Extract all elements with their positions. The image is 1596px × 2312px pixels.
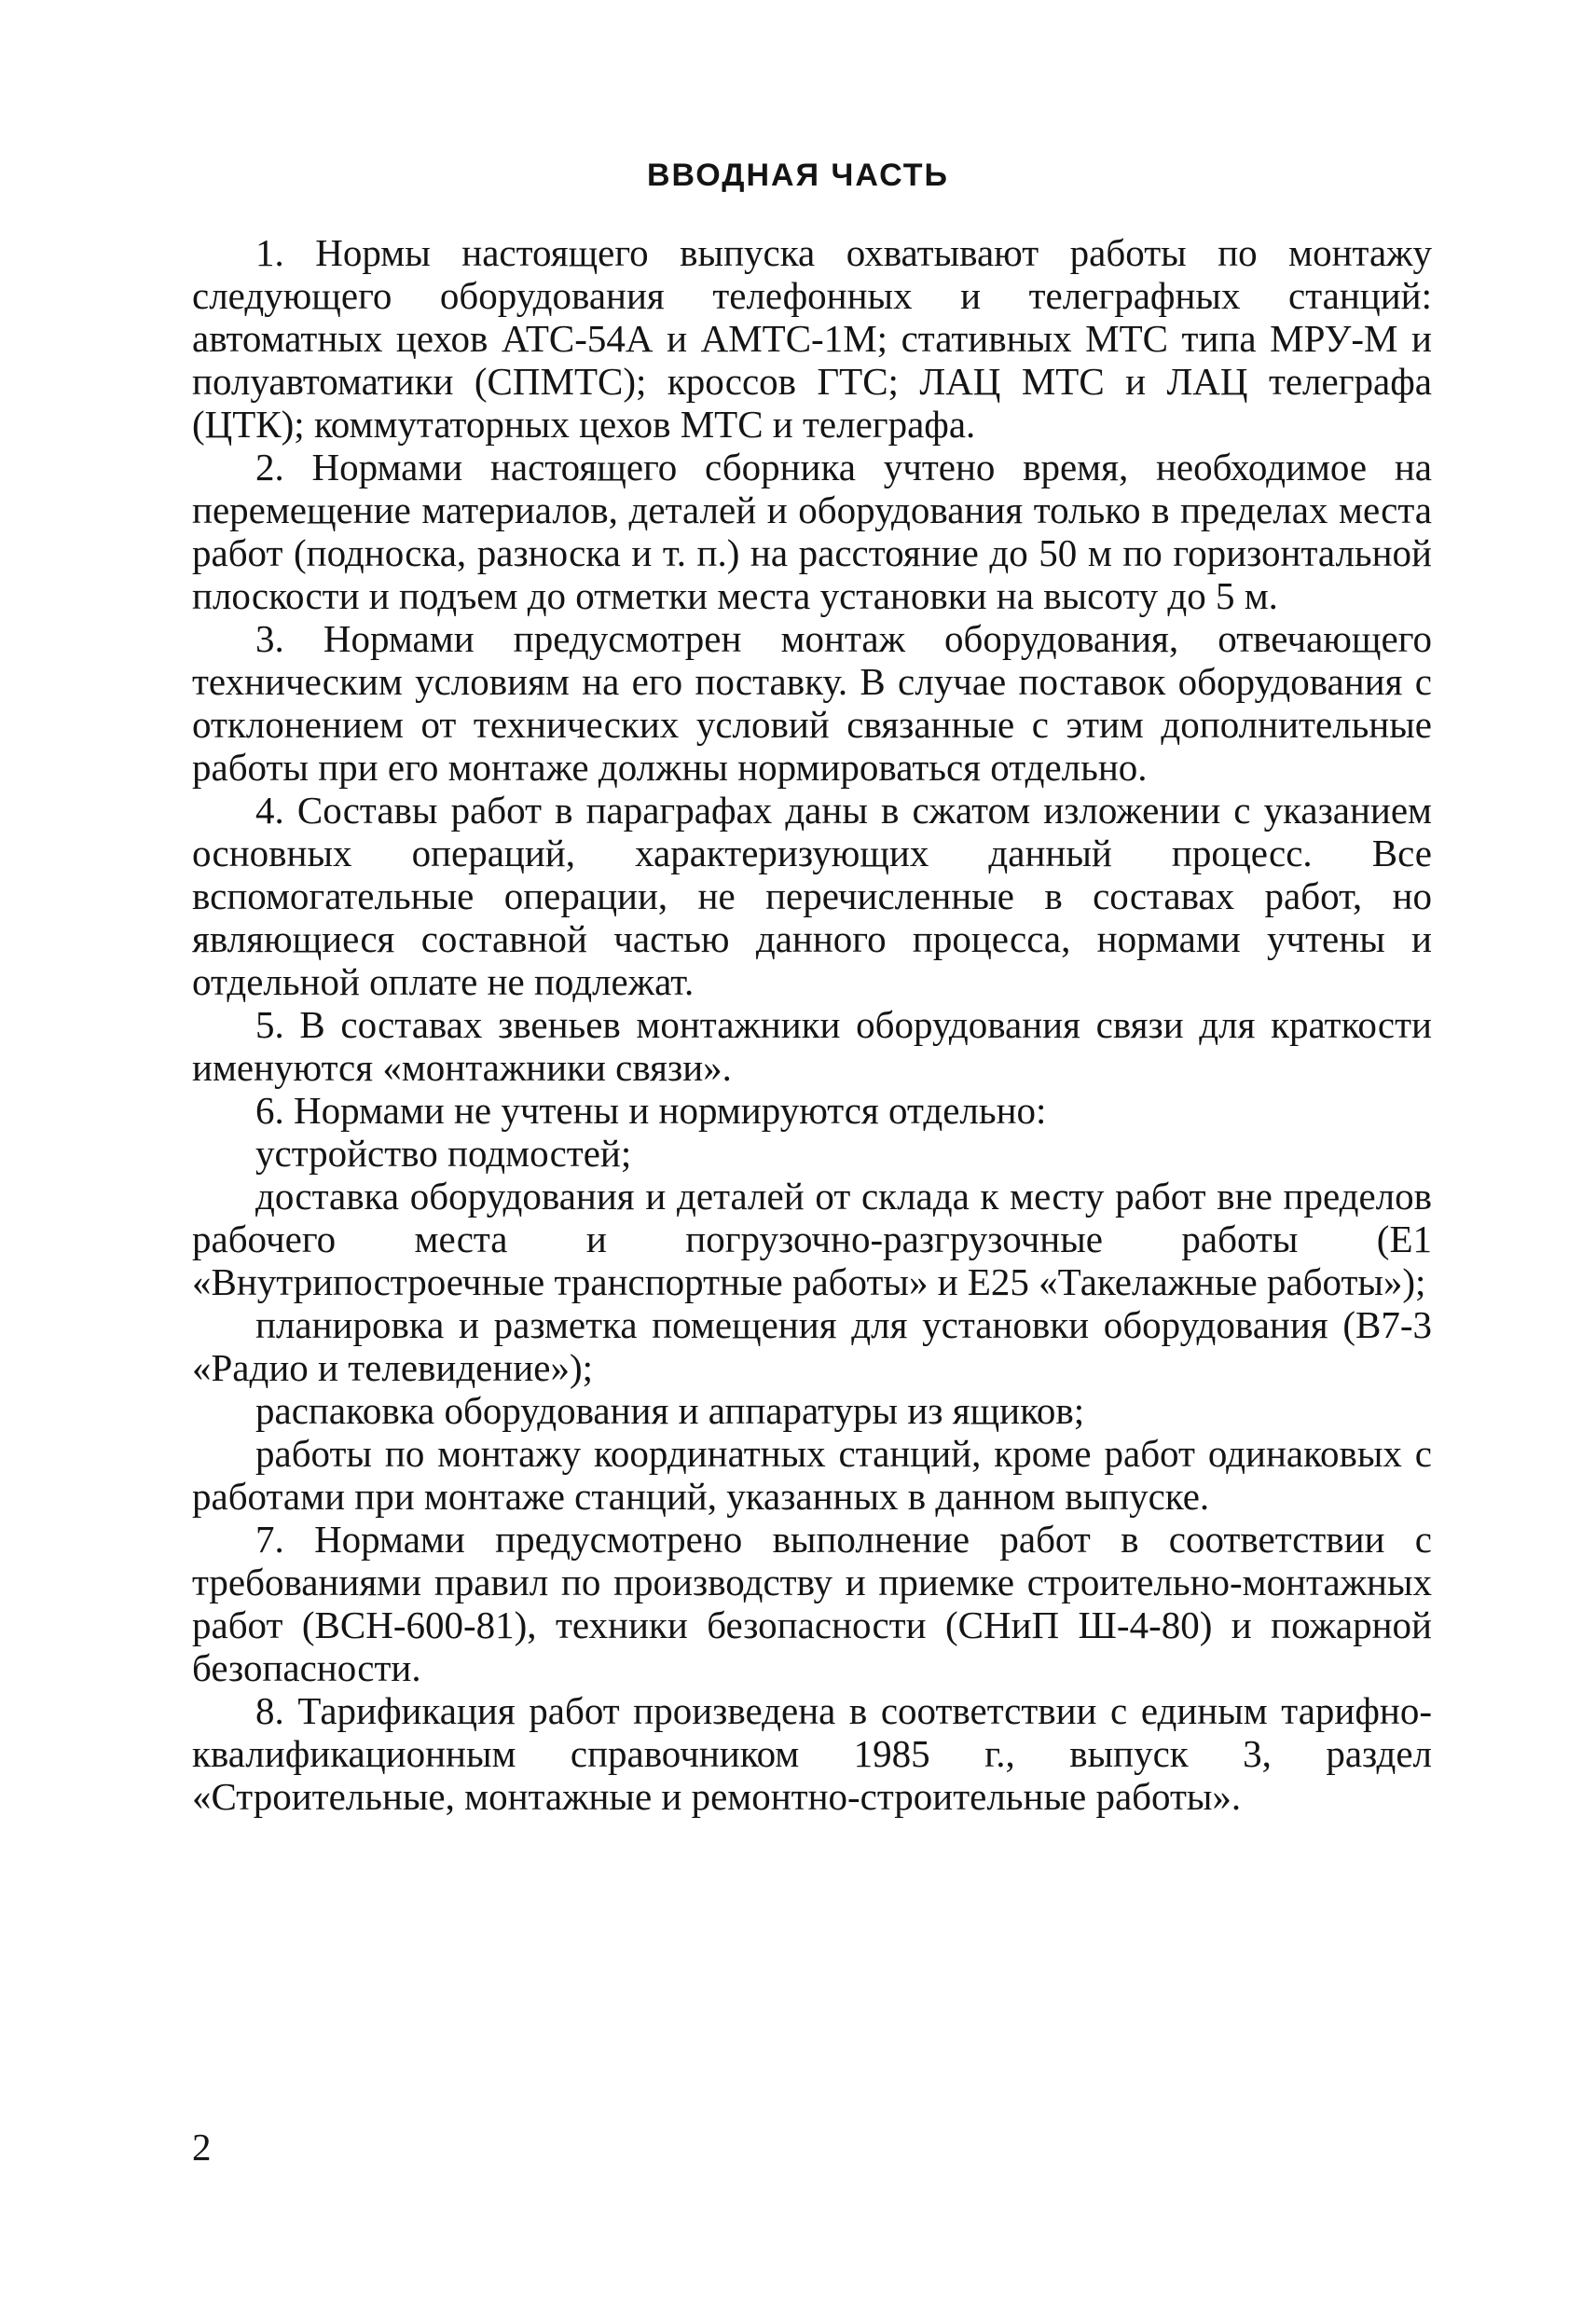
list-item: планировка и разметка помещения для установки оборудования (В7-3 «Радио и телевидение»); bbox=[192, 1303, 1432, 1389]
paragraph-8: 8. Тарификация работ произведена в соответствии с единым тарифно-квалификационным справочником 1985 г., выпуск 3, раздел «Строительные, монтажные и ремонтно-строительные работы». bbox=[192, 1689, 1432, 1818]
section-heading: ВВОДНАЯ ЧАСТЬ bbox=[647, 158, 949, 193]
paragraph-5: 5. В составах звеньев монтажники оборудования связи для краткости именуются «монтажники связи». bbox=[192, 1003, 1432, 1089]
paragraph-6: 6. Нормами не учтены и нормируются отдельно: bbox=[255, 1089, 1047, 1132]
paragraph-2: 2. Нормами настоящего сборника учтено время, необходимое на перемещение материалов, деталей и оборудования только в пределах места работ (подноска, разноска и т. п.) на расстояние до 50 м по горизонтальной плоскости и подъем до отметки места установки на высоту до 5 м. bbox=[192, 446, 1432, 617]
list-item: устройство подмостей; bbox=[255, 1132, 632, 1175]
body-text bbox=[192, 231, 1432, 1818]
list-item: распаковка оборудования и аппаратуры из ящиков; bbox=[255, 1389, 1085, 1432]
paragraph-7: 7. Нормами предусмотрено выполнение работ в соответствии с требованиями правил по производству и приемке строительно-монтажных работ (ВСН-600-81), техники безопасности (СНиП Ш-4-80) и пожарной безопасности. bbox=[192, 1518, 1432, 1689]
paragraph-1: 1. Нормы настоящего выпуска охватывают работы по монтажу следующего оборудования телефонных и телеграфных станций: автоматных цехов АТС-54А и АМТС-1М; стативных МТС типа МРУ-М и полуавтоматики (СПМТС); кроссов ГТС; ЛАЦ МТС и ЛАЦ телеграфа (ЦТК); коммутаторных цехов МТС и телеграфа. bbox=[192, 231, 1432, 446]
list-item: работы по монтажу координатных станций, кроме работ одинаковых с работами при монтаже станций, указанных в данном выпуске. bbox=[192, 1432, 1432, 1518]
page-number: 2 bbox=[192, 2126, 212, 2168]
paragraph-3: 3. Нормами предусмотрен монтаж оборудования, отвечающего техническим условиям на его поставку. В случае поставок оборудования с отклонением от технических условий связанные с этим дополнительные работы при его монтаже должны нормироваться отдельно. bbox=[192, 617, 1432, 789]
paragraph-4: 4. Составы работ в параграфах даны в сжатом изложении с указанием основных операций, характеризующих данный процесс. Все вспомогательные операции, не перечисленные в составах работ, но являющиеся составной частью данного процесса, нормами учтены и отдельной оплате не подлежат. bbox=[192, 789, 1432, 1003]
list-item: доставка оборудования и деталей от склада к месту работ вне пределов рабочего места и погрузочно-разгрузочные работы (Е1 «Внутрипостроечные транспортные работы» и Е25 «Такелажные работы»); bbox=[192, 1175, 1432, 1303]
